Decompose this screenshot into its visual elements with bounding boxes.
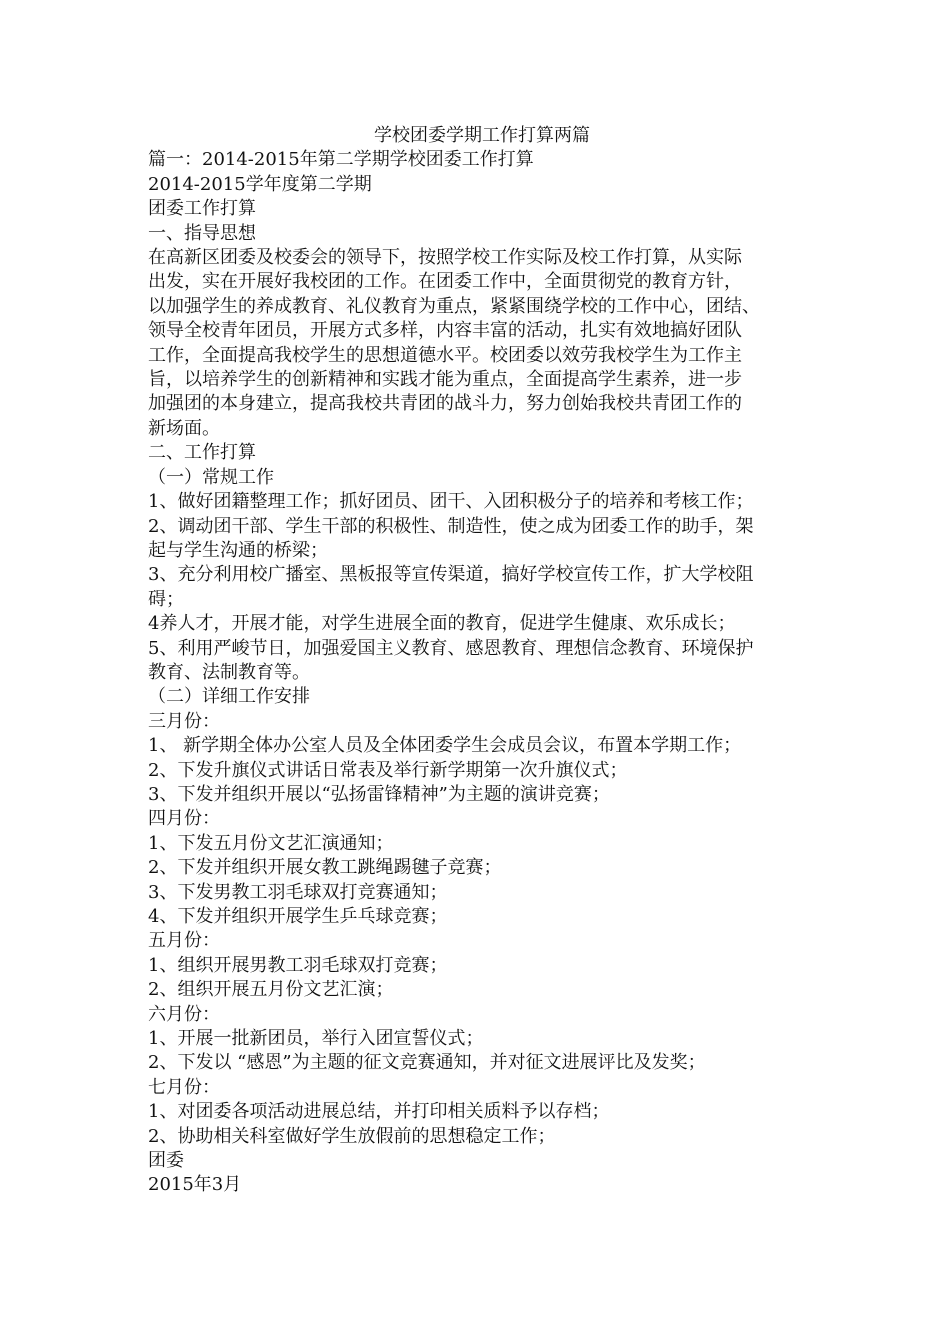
subsection-heading-routine: （一）常规工作: [148, 466, 274, 488]
list-item: 2、协助相关科室做好学生放假前的思想稳定工作；: [148, 1125, 556, 1147]
section-heading-guiding: 一、指导思想: [148, 222, 256, 244]
paragraph-line: 在高新区团委及校委会的领导下，按照学校工作实际及校工作打算，从实际: [148, 247, 742, 269]
plan-title-line: 团委工作打算: [148, 198, 256, 220]
month-heading: 七月份：: [148, 1076, 220, 1098]
month-heading: 五月份：: [148, 930, 220, 952]
list-item: 2、下发以 “感恩”为主题的征文竞赛通知，并对征文进展评比及发奖；: [148, 1052, 706, 1074]
list-item: 4养人才，开展才能，对学生进展全面的教育，促进学生健康、欢乐成长；: [148, 613, 736, 635]
list-item-continuation: 教育、法制教育等。: [148, 661, 310, 683]
list-item-continuation: 碍；: [148, 588, 184, 610]
paragraph-line: 领导全校青年团员，开展方式多样，内容丰富的活动，扎实有效地搞好团队: [148, 320, 742, 342]
section-heading-plan: 二、工作打算: [148, 442, 256, 464]
list-item: 3、充分利用校广播室、黑板报等宣传渠道，搞好学校宣传工作，扩大学校阻: [148, 564, 754, 586]
document-title: 学校团委学期工作打算两篇: [374, 125, 590, 146]
document-body: [148, 124, 808, 1198]
paragraph-line: 旨，以培养学生的创新精神和实践才能为重点，全面提高学生素养，进一步: [148, 369, 742, 391]
list-item: 2、下发升旗仪式讲话日常表及举行新学期第一次升旗仪式；: [148, 759, 628, 781]
list-item: 1、组织开展男教工羽毛球双打竞赛；: [148, 954, 448, 976]
list-item: 2、下发并组织开展女教工跳绳踢毽子竞赛；: [148, 857, 502, 879]
list-item: 5、利用严峻节日，加强爱国主义教育、感恩教育、理想信念教育、环境保护: [148, 637, 754, 659]
article-heading: 篇一：2014-2015年第二学期学校团委工作打算: [148, 149, 534, 171]
paragraph-line: 新场面。: [148, 417, 220, 439]
list-item: 1、开展一批新团员，举行入团宣誓仪式；: [148, 1028, 484, 1050]
school-year-line: 2014-2015学年度第二学期: [148, 173, 372, 195]
list-item: 2、组织开展五月份文艺汇演；: [148, 979, 394, 1001]
month-heading: 六月份：: [148, 1003, 220, 1025]
list-item: 4、下发并组织开展学生乒乓球竞赛；: [148, 906, 448, 927]
list-item-continuation: 起与学生沟通的桥梁；: [148, 539, 328, 561]
signature-org: 团委: [148, 1150, 184, 1172]
list-item: 3、下发并组织开展以“弘扬雷锋精神”为主题的演讲竞赛；: [148, 783, 610, 805]
paragraph-line: 工作，全面提高我校学生的思想道德水平。校团委以效劳我校学生为工作主: [148, 344, 742, 366]
paragraph-line: 出发，实在开展好我校团的工作。在团委工作中，全面贯彻党的教育方针，: [148, 271, 742, 293]
paragraph-line: 以加强学生的养成教育、礼仪教育为重点，紧紧围绕学校的工作中心，团结、: [148, 295, 760, 317]
list-item: 1、下发五月份文艺汇演通知；: [148, 832, 394, 854]
list-item: 2、调动团干部、学生干部的积极性、制造性，使之成为团委工作的助手，架: [148, 515, 754, 537]
list-item: 1、对团委各项活动进展总结，并打印相关质料予以存档；: [148, 1101, 610, 1123]
list-item: 1、 新学期全体办公室人员及全体团委学生会成员会议，布置本学期工作；: [148, 735, 742, 757]
signature-date: 2015年3月: [148, 1174, 242, 1196]
list-item: 1、做好团籍整理工作；抓好团员、团干、入团积极分子的培养和考核工作；: [148, 491, 754, 513]
paragraph-line: 加强团的本身建立，提高我校共青团的战斗力，努力创始我校共青团工作的: [148, 393, 742, 415]
list-item: 3、下发男教工羽毛球双打竞赛通知；: [148, 881, 448, 903]
month-heading: 三月份：: [148, 710, 220, 732]
subsection-heading-schedule: （二）详细工作安排: [148, 686, 310, 708]
month-heading: 四月份：: [148, 808, 220, 830]
